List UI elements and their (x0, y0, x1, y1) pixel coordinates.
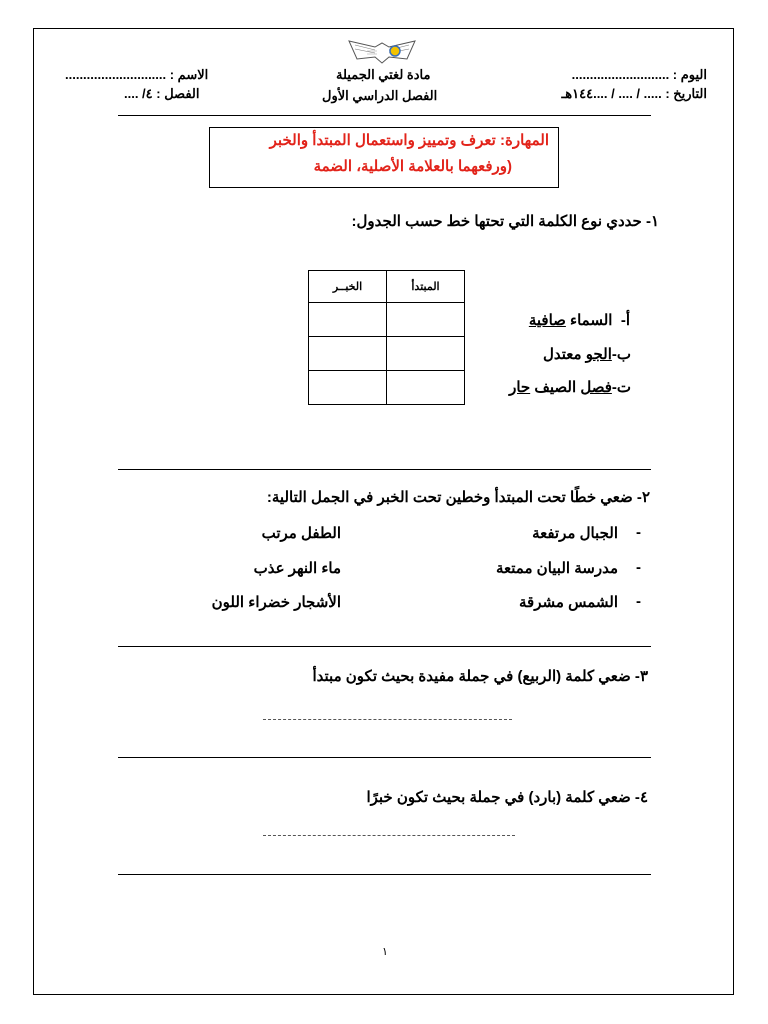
school-logo-icon (345, 37, 419, 67)
date-field: التاريخ : ..... / .... / ....١٤٤هـ (561, 86, 707, 101)
q2-bullet: - (636, 524, 641, 541)
skill-line-2: (ورفعهما بالعلامة الأصلية، الضمة (313, 158, 512, 175)
table-cell[interactable] (309, 337, 387, 371)
header-divider (118, 115, 651, 116)
q2-sentence: الأشجار خضراء اللون (211, 594, 341, 611)
section-divider (118, 757, 651, 758)
table-cell[interactable] (309, 303, 387, 337)
class-field: الفصل : ٤/ .... (124, 86, 200, 101)
q2-sentence: الشمس مشرقة (519, 594, 618, 611)
q2-sentence: الطفل مرتب (261, 525, 341, 542)
semester-title: الفصل الدراسي الأول (322, 88, 438, 103)
skill-line-1: المهارة: تعرف وتمييز واستعمال المبتدأ والخبر (269, 132, 549, 149)
answer-line[interactable] (263, 719, 512, 720)
subject-title: مادة لغتي الجميلة (336, 67, 431, 82)
table-cell[interactable] (387, 337, 465, 371)
q2-bullet: - (636, 559, 641, 576)
q1-item-c (509, 378, 631, 396)
question-2-title: ٢- ضعي خطًا تحت المبتدأ وخطين تحت الخبر في الجمل التالية: (266, 489, 650, 506)
q2-bullet: - (636, 593, 641, 610)
table-header-mubtada: المبتدأ (387, 271, 465, 303)
answer-line[interactable] (263, 835, 515, 836)
underlined-word: حار (509, 379, 531, 396)
item-prefix: ت- (611, 379, 631, 396)
page-number: ١ (382, 946, 388, 958)
q2-sentence: مدرسة البيان ممتعة (496, 560, 618, 577)
table-cell[interactable] (309, 371, 387, 405)
underlined-word: الجو (585, 346, 612, 363)
section-divider (118, 874, 651, 875)
question-1-title: ١- حددي نوع الكلمة التي تحتها خط حسب الجدول: (351, 213, 659, 230)
q1-item-b (543, 345, 631, 363)
table-cell[interactable] (387, 303, 465, 337)
answer-table (308, 270, 465, 405)
table-cell[interactable] (387, 371, 465, 405)
item-text: الصيف (530, 379, 581, 396)
name-field: الاسم : ............................ (65, 67, 209, 82)
underlined-word: صافية (528, 312, 566, 329)
q2-sentence: الجبال مرتفعة (532, 525, 618, 542)
q2-sentence: ماء النهر عذب (253, 560, 341, 577)
day-field: اليوم : ........................... (571, 67, 707, 82)
question-3-title: ٣- ضعي كلمة (الربيع) في جملة مفيدة بحيث تكون مبتدأ (312, 668, 648, 685)
table-header-khabar: الخبــر (309, 271, 387, 303)
item-text: معتدل (542, 346, 586, 363)
item-prefix: ب- (611, 346, 631, 363)
item-prefix: أ- (620, 312, 630, 329)
q1-item-a (529, 311, 630, 329)
item-text: السماء (565, 312, 613, 329)
section-divider (118, 469, 651, 470)
question-4-title: ٤- ضعي كلمة (بارد) في جملة بحيث تكون خبرًا (366, 789, 648, 806)
underlined-word: فصل (580, 379, 612, 396)
section-divider (118, 646, 651, 647)
